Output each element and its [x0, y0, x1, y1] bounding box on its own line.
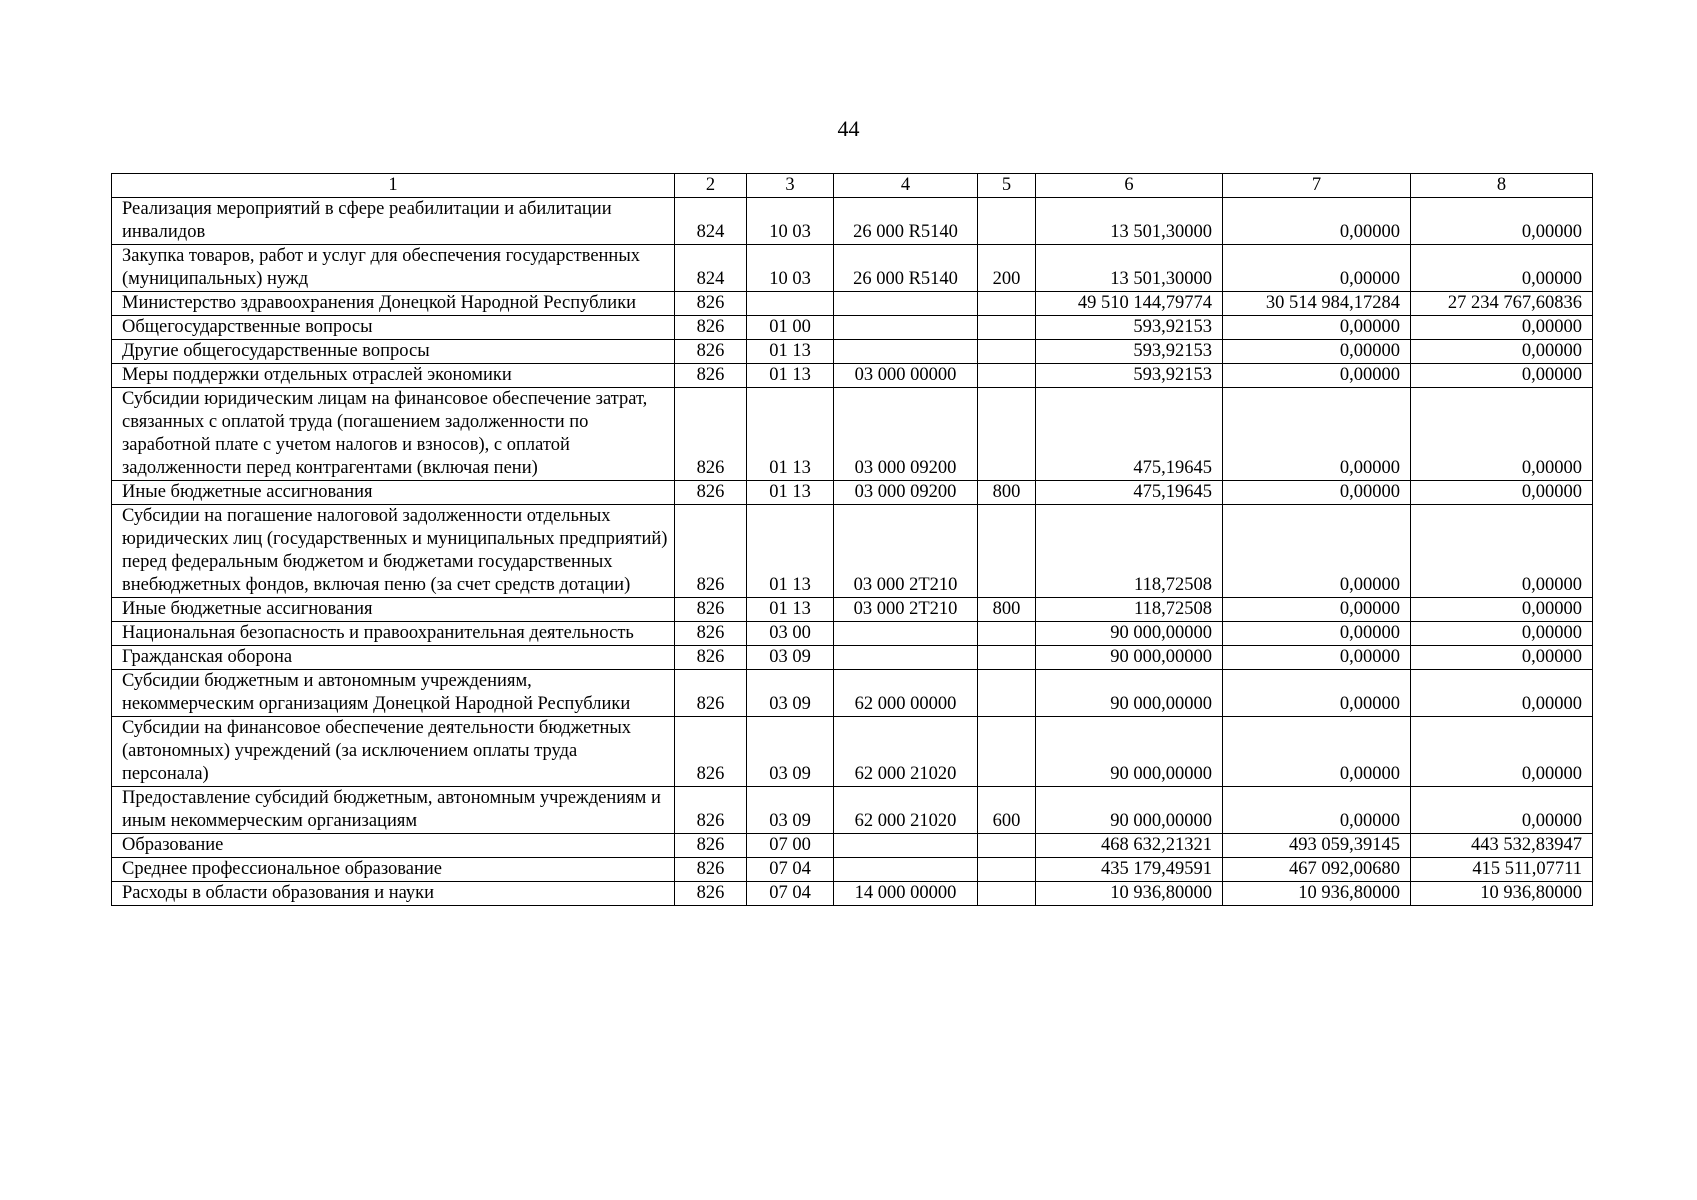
table-row [112, 364, 1593, 388]
cell-amount-col6: 593,92153 [1036, 364, 1223, 388]
column-header: 2 [675, 174, 747, 198]
cell-ministry-code: 826 [675, 858, 747, 882]
cell-expense-type [978, 505, 1036, 598]
table-row [112, 505, 1593, 598]
column-header: 8 [1411, 174, 1593, 198]
cell-name: Субсидии на погашение налоговой задолженности отдельных юридических лиц (государственных и муниципальных предприятий) перед федеральным бюджетом и бюджетами государственных внебюджетных фондов, включая пеню (за счет средств дотации) [112, 505, 675, 598]
cell-target-code: 03 000 2Т210 [834, 505, 978, 598]
column-header: 1 [112, 174, 675, 198]
cell-amount-col6: 49 510 144,79774 [1036, 292, 1223, 316]
cell-section-code: 03 00 [747, 622, 834, 646]
cell-amount-col8: 0,00000 [1411, 316, 1593, 340]
cell-amount-col8: 27 234 767,60836 [1411, 292, 1593, 316]
cell-target-code: 03 000 00000 [834, 364, 978, 388]
cell-expense-type: 200 [978, 245, 1036, 292]
cell-amount-col8: 0,00000 [1411, 505, 1593, 598]
cell-expense-type [978, 198, 1036, 245]
cell-amount-col7: 0,00000 [1223, 622, 1411, 646]
cell-section-code: 07 04 [747, 858, 834, 882]
cell-section-code: 03 09 [747, 646, 834, 670]
table-body [112, 174, 1593, 906]
column-header: 6 [1036, 174, 1223, 198]
cell-name: Субсидии юридическим лицам на финансовое обеспечение затрат, связанных с оплатой труда (погашением задолженности по заработной плате с учетом налогов и взносов), с оплатой задолженности перед контрагентами (включая пени) [112, 388, 675, 481]
cell-ministry-code: 826 [675, 834, 747, 858]
cell-target-code [834, 622, 978, 646]
cell-ministry-code: 826 [675, 670, 747, 717]
table-row [112, 198, 1593, 245]
cell-expense-type [978, 858, 1036, 882]
cell-amount-col7: 0,00000 [1223, 198, 1411, 245]
cell-amount-col8: 415 511,07711 [1411, 858, 1593, 882]
cell-amount-col6: 10 936,80000 [1036, 882, 1223, 906]
cell-expense-type: 800 [978, 598, 1036, 622]
cell-amount-col7: 0,00000 [1223, 787, 1411, 834]
cell-amount-col7: 0,00000 [1223, 598, 1411, 622]
cell-target-code: 03 000 09200 [834, 388, 978, 481]
cell-expense-type: 600 [978, 787, 1036, 834]
cell-expense-type [978, 882, 1036, 906]
cell-expense-type [978, 316, 1036, 340]
cell-ministry-code: 826 [675, 388, 747, 481]
cell-section-code: 01 13 [747, 388, 834, 481]
cell-amount-col8: 0,00000 [1411, 245, 1593, 292]
cell-expense-type [978, 646, 1036, 670]
cell-ministry-code: 826 [675, 292, 747, 316]
cell-name: Национальная безопасность и правоохранительная деятельность [112, 622, 675, 646]
cell-target-code: 62 000 21020 [834, 787, 978, 834]
cell-amount-col8: 0,00000 [1411, 717, 1593, 787]
cell-amount-col7: 0,00000 [1223, 388, 1411, 481]
cell-ministry-code: 826 [675, 316, 747, 340]
cell-section-code: 03 09 [747, 717, 834, 787]
cell-ministry-code: 826 [675, 787, 747, 834]
table-row [112, 670, 1593, 717]
cell-name: Другие общегосударственные вопросы [112, 340, 675, 364]
cell-amount-col6: 118,72508 [1036, 598, 1223, 622]
cell-amount-col6: 13 501,30000 [1036, 245, 1223, 292]
cell-amount-col6: 90 000,00000 [1036, 787, 1223, 834]
cell-target-code: 62 000 21020 [834, 717, 978, 787]
cell-ministry-code: 826 [675, 505, 747, 598]
table-row [112, 388, 1593, 481]
cell-amount-col8: 0,00000 [1411, 198, 1593, 245]
cell-amount-col6: 118,72508 [1036, 505, 1223, 598]
cell-section-code: 01 13 [747, 598, 834, 622]
table-row [112, 858, 1593, 882]
cell-amount-col6: 90 000,00000 [1036, 670, 1223, 717]
table-row [112, 245, 1593, 292]
cell-amount-col6: 593,92153 [1036, 316, 1223, 340]
cell-target-code [834, 834, 978, 858]
table-row [112, 622, 1593, 646]
table-row [112, 882, 1593, 906]
cell-section-code: 10 03 [747, 245, 834, 292]
cell-ministry-code: 826 [675, 622, 747, 646]
cell-amount-col8: 0,00000 [1411, 787, 1593, 834]
cell-amount-col7: 0,00000 [1223, 505, 1411, 598]
table-row [112, 717, 1593, 787]
cell-amount-col8: 0,00000 [1411, 646, 1593, 670]
cell-amount-col7: 0,00000 [1223, 340, 1411, 364]
cell-amount-col8: 0,00000 [1411, 622, 1593, 646]
cell-amount-col7: 10 936,80000 [1223, 882, 1411, 906]
column-header: 3 [747, 174, 834, 198]
cell-amount-col7: 30 514 984,17284 [1223, 292, 1411, 316]
cell-name: Иные бюджетные ассигнования [112, 481, 675, 505]
cell-amount-col7: 0,00000 [1223, 670, 1411, 717]
cell-amount-col7: 493 059,39145 [1223, 834, 1411, 858]
cell-amount-col6: 90 000,00000 [1036, 622, 1223, 646]
cell-section-code [747, 292, 834, 316]
cell-amount-col8: 10 936,80000 [1411, 882, 1593, 906]
cell-section-code: 01 13 [747, 505, 834, 598]
budget-table [111, 173, 1593, 906]
cell-amount-col7: 0,00000 [1223, 364, 1411, 388]
cell-amount-col6: 475,19645 [1036, 481, 1223, 505]
table-row [112, 646, 1593, 670]
cell-amount-col6: 90 000,00000 [1036, 717, 1223, 787]
cell-ministry-code: 826 [675, 340, 747, 364]
cell-target-code [834, 292, 978, 316]
cell-amount-col8: 443 532,83947 [1411, 834, 1593, 858]
cell-expense-type [978, 292, 1036, 316]
cell-expense-type [978, 834, 1036, 858]
cell-name: Меры поддержки отдельных отраслей экономики [112, 364, 675, 388]
cell-section-code: 03 09 [747, 670, 834, 717]
cell-ministry-code: 826 [675, 481, 747, 505]
cell-target-code: 62 000 00000 [834, 670, 978, 717]
cell-amount-col8: 0,00000 [1411, 340, 1593, 364]
cell-ministry-code: 824 [675, 198, 747, 245]
table-row [112, 340, 1593, 364]
cell-amount-col6: 475,19645 [1036, 388, 1223, 481]
cell-name: Среднее профессиональное образование [112, 858, 675, 882]
cell-amount-col6: 468 632,21321 [1036, 834, 1223, 858]
table-row [112, 787, 1593, 834]
cell-ministry-code: 826 [675, 882, 747, 906]
cell-expense-type [978, 388, 1036, 481]
cell-target-code: 26 000 R5140 [834, 245, 978, 292]
cell-amount-col6: 435 179,49591 [1036, 858, 1223, 882]
table-row [112, 598, 1593, 622]
cell-section-code: 07 04 [747, 882, 834, 906]
cell-section-code: 01 13 [747, 340, 834, 364]
cell-name: Субсидии бюджетным и автономным учреждениям, некоммерческим организациям Донецкой Народной Республики [112, 670, 675, 717]
cell-section-code: 01 13 [747, 364, 834, 388]
cell-target-code: 03 000 09200 [834, 481, 978, 505]
cell-target-code [834, 646, 978, 670]
cell-target-code: 03 000 2Т210 [834, 598, 978, 622]
cell-amount-col6: 13 501,30000 [1036, 198, 1223, 245]
column-header: 4 [834, 174, 978, 198]
cell-ministry-code: 826 [675, 717, 747, 787]
cell-target-code: 14 000 00000 [834, 882, 978, 906]
cell-section-code: 07 00 [747, 834, 834, 858]
cell-name: Министерство здравоохранения Донецкой Народной Республики [112, 292, 675, 316]
cell-amount-col8: 0,00000 [1411, 388, 1593, 481]
table-row [112, 292, 1593, 316]
cell-ministry-code: 826 [675, 646, 747, 670]
cell-target-code [834, 316, 978, 340]
cell-expense-type [978, 622, 1036, 646]
cell-target-code [834, 858, 978, 882]
cell-amount-col8: 0,00000 [1411, 364, 1593, 388]
cell-amount-col8: 0,00000 [1411, 598, 1593, 622]
table-row [112, 481, 1593, 505]
column-header: 7 [1223, 174, 1411, 198]
cell-name: Закупка товаров, работ и услуг для обеспечения государственных (муниципальных) нужд [112, 245, 675, 292]
cell-name: Субсидии на финансовое обеспечение деятельности бюджетных (автономных) учреждений (за исключением оплаты труда персонала) [112, 717, 675, 787]
table-row [112, 834, 1593, 858]
cell-ministry-code: 826 [675, 598, 747, 622]
cell-amount-col7: 467 092,00680 [1223, 858, 1411, 882]
cell-amount-col7: 0,00000 [1223, 717, 1411, 787]
cell-amount-col7: 0,00000 [1223, 481, 1411, 505]
cell-name: Предоставление субсидий бюджетным, автономным учреждениям и иным некоммерческим организациям [112, 787, 675, 834]
cell-expense-type [978, 670, 1036, 717]
cell-name: Расходы в области образования и науки [112, 882, 675, 906]
cell-amount-col6: 90 000,00000 [1036, 646, 1223, 670]
cell-name: Реализация мероприятий в сфере реабилитации и абилитации инвалидов [112, 198, 675, 245]
cell-name: Общегосударственные вопросы [112, 316, 675, 340]
cell-ministry-code: 824 [675, 245, 747, 292]
cell-amount-col8: 0,00000 [1411, 670, 1593, 717]
column-header: 5 [978, 174, 1036, 198]
cell-name: Образование [112, 834, 675, 858]
cell-amount-col7: 0,00000 [1223, 316, 1411, 340]
cell-section-code: 01 13 [747, 481, 834, 505]
cell-amount-col7: 0,00000 [1223, 646, 1411, 670]
table-header-row [112, 174, 1593, 198]
cell-expense-type [978, 364, 1036, 388]
cell-target-code: 26 000 R5140 [834, 198, 978, 245]
cell-amount-col7: 0,00000 [1223, 245, 1411, 292]
cell-target-code [834, 340, 978, 364]
cell-section-code: 01 00 [747, 316, 834, 340]
cell-amount-col8: 0,00000 [1411, 481, 1593, 505]
cell-section-code: 10 03 [747, 198, 834, 245]
cell-expense-type: 800 [978, 481, 1036, 505]
cell-amount-col6: 593,92153 [1036, 340, 1223, 364]
table-row [112, 316, 1593, 340]
cell-expense-type [978, 717, 1036, 787]
cell-expense-type [978, 340, 1036, 364]
cell-name: Гражданская оборона [112, 646, 675, 670]
cell-name: Иные бюджетные ассигнования [112, 598, 675, 622]
cell-section-code: 03 09 [747, 787, 834, 834]
page-number: 44 [837, 116, 860, 141]
cell-ministry-code: 826 [675, 364, 747, 388]
